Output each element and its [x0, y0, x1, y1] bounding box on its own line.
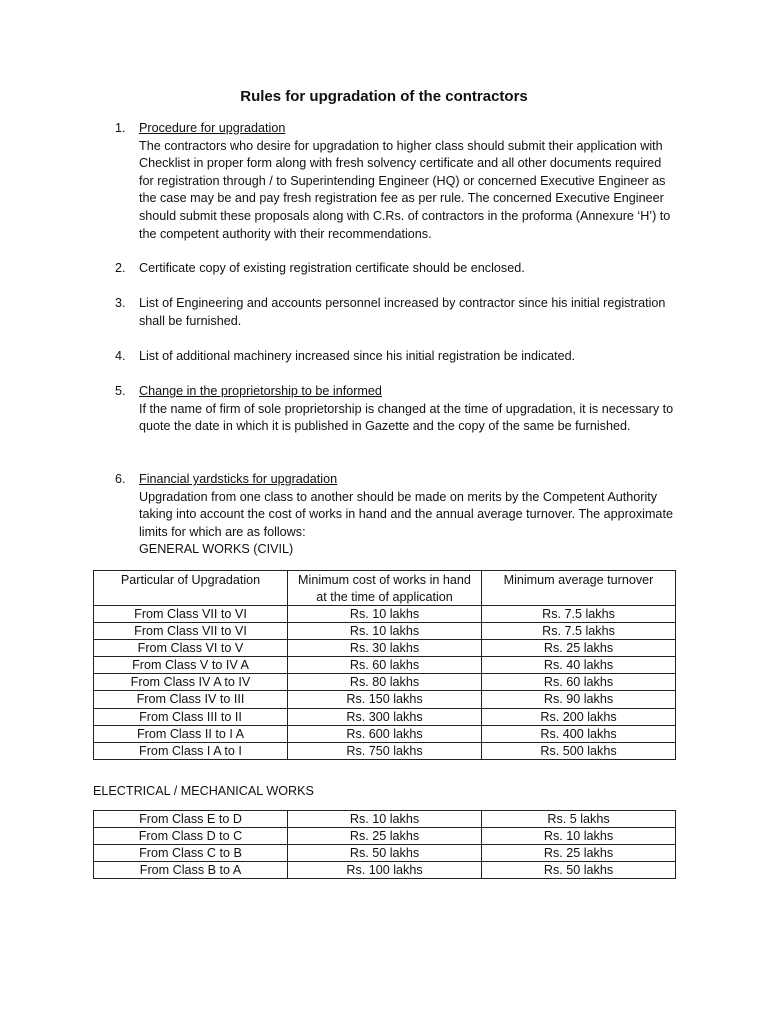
- item-text: List of additional machinery increased since his initial registration be indicated.: [139, 349, 576, 363]
- item-heading: Change in the proprietorship to be informed: [139, 384, 382, 398]
- item-text: The contractors who desire for upgradation to higher class should submit their application with Checklist in proper form along with fresh solvency certificate and all other documents required for registration through / to Superintending Engineer (HQ) or concerned Executive Engineer as the case may be and pay fresh registration fee as per rule. The concerned Executive Engineer should submit these proposals along with C.Rs. of contractors in the proforma (Annexure ‘H’) to the competent authority with their recommendations.: [139, 138, 671, 241]
- item-number: 4.: [115, 349, 126, 363]
- table-cell: Rs. 150 lakhs: [288, 691, 482, 708]
- table-row: [94, 674, 676, 691]
- table-cell: From Class D to C: [94, 828, 288, 845]
- item-text: List of Engineering and accounts personnel increased by contractor since his initial registration shall be furnished.: [139, 296, 666, 328]
- column-header: Minimum average turnover: [482, 571, 676, 606]
- table-row: [94, 811, 676, 828]
- table-cell: From Class B to A: [94, 862, 288, 879]
- column-header: Minimum cost of works in hand at the time of application: [288, 571, 482, 606]
- table-cell: From Class I A to I: [94, 742, 288, 759]
- table-cell: Rs. 500 lakhs: [482, 742, 676, 759]
- table-cell: Rs. 7.5 lakhs: [482, 606, 676, 623]
- table-cell: Rs. 100 lakhs: [288, 862, 482, 879]
- civil-works-table: [93, 570, 676, 760]
- document-title: Rules for upgradation of the contractors: [240, 88, 528, 105]
- table-cell: Rs. 600 lakhs: [288, 725, 482, 742]
- electrical-works-table: [93, 810, 676, 879]
- table-cell: From Class IV A to IV: [94, 674, 288, 691]
- table-cell: Rs. 60 lakhs: [482, 674, 676, 691]
- table-row: [94, 742, 676, 759]
- table-cell: Rs. 10 lakhs: [288, 606, 482, 623]
- table-cell: Rs. 400 lakhs: [482, 725, 676, 742]
- table-cell: Rs. 300 lakhs: [288, 708, 482, 725]
- table-cell: Rs. 30 lakhs: [288, 640, 482, 657]
- table-cell: Rs. 25 lakhs: [482, 640, 676, 657]
- table-cell: Rs. 25 lakhs: [482, 845, 676, 862]
- table-cell: Rs. 25 lakhs: [288, 828, 482, 845]
- table-cell: Rs. 50 lakhs: [288, 845, 482, 862]
- item-heading: Procedure for upgradation: [139, 121, 286, 135]
- rule-item-4: [115, 348, 675, 366]
- table-cell: From Class VII to VI: [94, 606, 288, 623]
- table-cell: Rs. 10 lakhs: [482, 828, 676, 845]
- rule-item-3: [115, 295, 675, 330]
- table-row: [94, 623, 676, 640]
- item-heading: Financial yardsticks for upgradation: [139, 472, 338, 486]
- table-cell: From Class VII to VI: [94, 623, 288, 640]
- table-cell: Rs. 50 lakhs: [482, 862, 676, 879]
- table-cell: From Class II to I A: [94, 725, 288, 742]
- rule-item-1: [115, 120, 675, 243]
- electrical-section-label: ELECTRICAL / MECHANICAL WORKS: [93, 784, 314, 798]
- table-header-row: [94, 571, 676, 606]
- table-cell: From Class E to D: [94, 811, 288, 828]
- table-row: [94, 691, 676, 708]
- item-number: 3.: [115, 296, 126, 310]
- table-cell: From Class VI to V: [94, 640, 288, 657]
- table-cell: Rs. 80 lakhs: [288, 674, 482, 691]
- item-text: Upgradation from one class to another should be made on merits by the Competent Authority taking into account the cost of works in hand and the annual average turnover. The approximate limits for which are as follows:: [139, 489, 673, 539]
- column-header: Particular of Upgradation: [94, 571, 288, 606]
- table-cell: Rs. 200 lakhs: [482, 708, 676, 725]
- table-row: [94, 657, 676, 674]
- table-row: [94, 828, 676, 845]
- item-subheading: GENERAL WORKS (CIVIL): [139, 542, 294, 557]
- item-number: 1.: [115, 121, 126, 135]
- item-number: 5.: [115, 384, 126, 398]
- table-cell: Rs. 7.5 lakhs: [482, 623, 676, 640]
- item-text: Certificate copy of existing registration certificate should be enclosed.: [139, 261, 525, 275]
- table-row: [94, 845, 676, 862]
- table-cell: Rs. 60 lakhs: [288, 657, 482, 674]
- table-cell: From Class C to B: [94, 845, 288, 862]
- table-cell: Rs. 90 lakhs: [482, 691, 676, 708]
- item-number: 2.: [115, 261, 126, 275]
- table-cell: Rs. 5 lakhs: [482, 811, 676, 828]
- table-cell: Rs. 10 lakhs: [288, 623, 482, 640]
- item-number: 6.: [115, 472, 126, 486]
- table-row: [94, 606, 676, 623]
- rule-item-2: [115, 260, 675, 278]
- item-text: If the name of firm of sole proprietorship is changed at the time of upgradation, it is necessary to quote the date in which it is published in Gazette and the copy of the same be furnished.: [139, 401, 674, 434]
- table-row: [94, 725, 676, 742]
- rule-item-5: [115, 383, 675, 436]
- table-row: [94, 708, 676, 725]
- table-cell: Rs. 750 lakhs: [288, 742, 482, 759]
- table-cell: From Class IV to III: [94, 691, 288, 708]
- table-cell: Rs. 40 lakhs: [482, 657, 676, 674]
- table-row: [94, 862, 676, 879]
- table-cell: Rs. 10 lakhs: [288, 811, 482, 828]
- table-cell: From Class V to IV A: [94, 657, 288, 674]
- table-row: [94, 640, 676, 657]
- table-cell: From Class III to II: [94, 708, 288, 725]
- rule-item-6: [115, 471, 675, 559]
